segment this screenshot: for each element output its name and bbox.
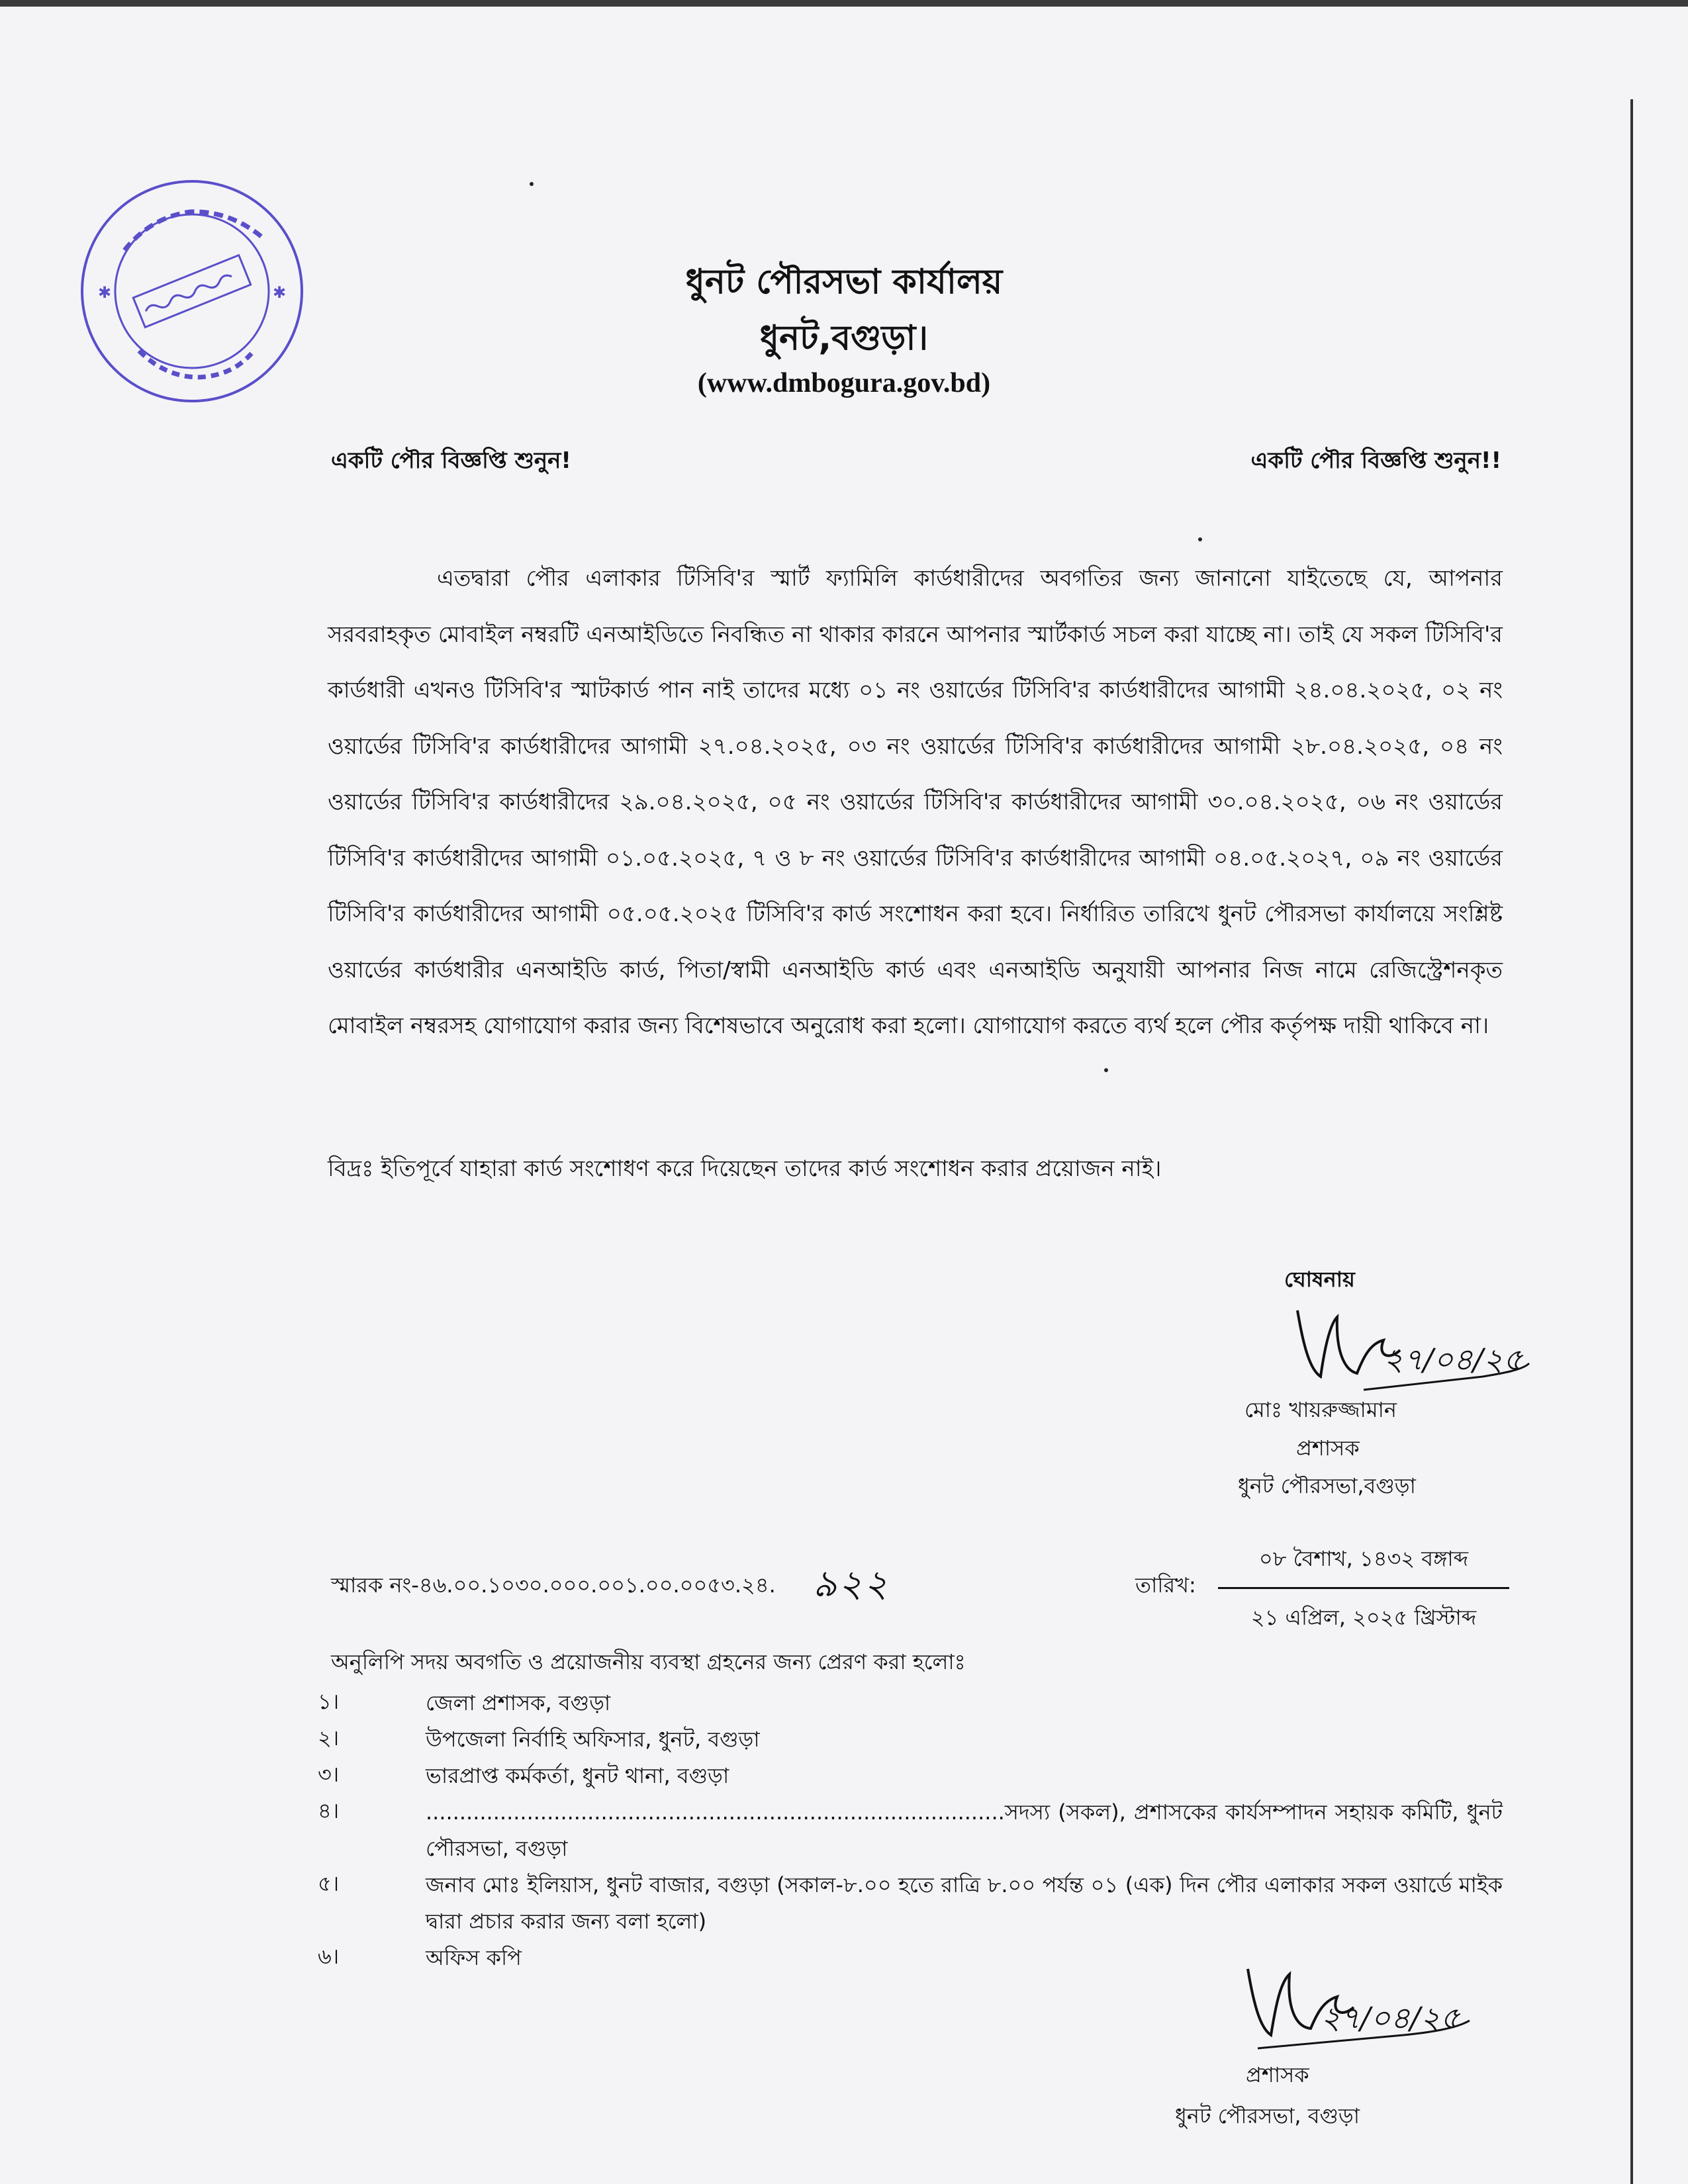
signature-2	[1218, 1949, 1476, 2062]
copy-list	[318, 1685, 1503, 1976]
announcement-left: একটি পৌর বিজ্ঞপ্তি শুনুন!	[331, 447, 571, 474]
date-gregorian: ২১ এপ্রিল, ২০২৫ খ্রিস্টাব্দ	[1250, 1605, 1477, 1630]
copy-item-text: ভারপ্রাপ্ত কর্মকর্তা, ধুনট থানা, বগুড়া	[426, 1763, 729, 1788]
copy-item-text: উপজেলা নির্বাহি অফিসার, ধুনট, বগুড়া	[426, 1727, 760, 1752]
copy-item-text: অফিস কপি	[426, 1945, 522, 1970]
copy-item-number: ১।	[318, 1689, 340, 1714]
copy-item-number: ৫।	[318, 1871, 340, 1896]
declaration-label: ঘোষনায়	[1284, 1267, 1355, 1292]
announcement-right: একটি পৌর বিজ্ঞপ্তি শুনুন!!	[1250, 447, 1501, 474]
scan-top-edge	[0, 0, 1688, 7]
date-bangla: ০৮ বৈশাখ, ১৪৩২ বঙ্গাব্দ	[1218, 1542, 1509, 1589]
signer-name: মোঃ খায়রুজ্জামান	[1244, 1397, 1397, 1422]
copy-item-text: জনাব মোঃ ইলিয়াস, ধুনট বাজার, বগুড়া (সকাল-৮.০০ হতে রাত্রি ৮.০০ পর্যন্ত ০১ (এক) দিন পৌর এলাকার সকল ওয়ার্ডে মাইক দ্বারা প্রচার করার জন্য বলা হলো)	[426, 1872, 1503, 1934]
copy-item	[318, 1867, 1503, 1940]
office-location: ধুনট,বগুড়া।	[759, 318, 929, 358]
copy-item-text: জেলা প্রশাসক, বগুড়া	[426, 1690, 611, 1715]
signature-1	[1284, 1297, 1536, 1403]
signature-1-date: ২৭/০৪/২৫	[1383, 1342, 1523, 1377]
office-website: (www.dmbogura.gov.bd)	[697, 368, 991, 398]
svg-text:✱: ✱	[98, 283, 112, 302]
copy-item-number: ৪।	[318, 1798, 340, 1823]
copy-item-number: ২।	[318, 1725, 340, 1751]
copy-item-number: ৩।	[318, 1762, 340, 1787]
svg-text:✱: ✱	[273, 283, 287, 302]
scan-speck	[1104, 1068, 1108, 1072]
signer-title: প্রশাসক	[1296, 1435, 1360, 1461]
copy-item	[318, 1758, 1503, 1794]
copy-item	[318, 1794, 1503, 1867]
copy-item	[318, 1685, 1503, 1721]
memo-number: স্মারক নং-৪৬.০০.১০৩০.০০০.০০১.০০.০০৫৩.২৪.	[331, 1572, 776, 1598]
notice-body: এতদ্বারা পৌর এলাকার টিসিবি'র স্মার্ট ফ্যামিলি কার্ডধারীদের অবগতির জন্য জানানো যাইতেছে যে, আপনার সরবরাহকৃত মোবাইল নম্বরটি এনআইডিতে নিবন্ধিত না থাকার কারনে আপনার স্মার্টকার্ড সচল করা যাচ্ছে না। তাই যে সকল টিসিবি'র কার্ডধারী এখনও টিসিবি'র স্মাটকার্ড পান নাই তাদের মধ্যে ০১ নং ওয়ার্ডের টিসিবি'র কার্ডধারীদের আগামী ২৪.০৪.২০২৫, ০২ নং ওয়ার্ডের টিসিবি'র কার্ডধারীদের আগামী ২৭.০৪.২০২৫, ০৩ নং ওয়ার্ডের টিসিবি'র কার্ডধারীদের আগামী ২৮.০৪.২০২৫, ০৪ নং ওয়ার্ডের টিসিবি'র কার্ডধারীদের ২৯.০৪.২০২৫, ০৫ নং ওয়ার্ডের টিসিবি'র কার্ডধারীদের আগামী ৩০.০৪.২০২৫, ০৬ নং ওয়ার্ডের টিসিবি'র কার্ডধারীদের আগামী ০১.০৫.২০২৫, ৭ ও ৮ নং ওয়ার্ডের টিসিবি'র কার্ডধারীদের আগামী ০৪.০৫.২০২৭, ০৯ নং ওয়ার্ডের টিসিবি'র কার্ডধারীদের আগামী ০৫.০৫.২০২৫ টিসিবি'র কার্ড সংশোধন করা হবে। নির্ধারিত তারিখে ধুনট পৌরসভা কার্যালয়ে সংশ্লিষ্ট ওয়ার্ডের কার্ডধারীর এনআইডি কার্ড, পিতা/স্বামী এনআইডি কার্ড এবং এনআইডি অনুযায়ী আপনার নিজ নামে রেজিস্ট্রেশনকৃত মোবাইল নম্বরসহ যোগাযোগ করার জন্য বিশেষভাবে অনুরোধ করা হলো। যোগাযোগ করতে ব্যর্থ হলে পৌর কর্তৃপক্ষ দায়ী থাকিবে না।	[328, 565, 1503, 1039]
copy-item-number: ৬।	[318, 1944, 340, 1969]
scan-right-edge	[1630, 99, 1633, 2184]
copy-intro: অনুলিপি সদয় অবগতি ও প্রয়োজনীয় ব্যবস্থা গ্রহনের জন্য প্রেরণ করা হলোঃ	[331, 1649, 966, 1674]
scan-speck	[530, 182, 534, 186]
memo-handwritten-number: ৯২২	[813, 1563, 890, 1606]
office-name: ধুনট পৌরসভা কার্যালয়	[685, 262, 1003, 302]
date-label: তারিখ:	[1135, 1572, 1196, 1598]
date-box	[1218, 1542, 1509, 1637]
signoff-title: প্রশাসক	[1246, 2062, 1309, 2087]
note-text: বিদ্রঃ ইতিপূর্বে যাহারা কার্ড সংশোধণ করে দিয়েছেন তাদের কার্ড সংশোধন করার প্রয়োজন নাই।	[328, 1156, 1162, 1182]
signature-2-date: ২৭/০৪/২৫	[1321, 2000, 1460, 2036]
copy-item	[318, 1721, 1503, 1758]
copy-item-text: ......................................................................................সদস্য (সকল), প্রশাসকের কার্যসম্পাদন সহায়ক কমিটি, ধুনট পৌরসভা, বগুড়া	[426, 1799, 1503, 1861]
signer-office: ধুনট পৌরসভা,বগুড়া	[1238, 1473, 1416, 1498]
signoff-office: ধুনট পৌরসভা, বগুড়া	[1175, 2103, 1360, 2128]
scan-speck	[1198, 537, 1202, 541]
